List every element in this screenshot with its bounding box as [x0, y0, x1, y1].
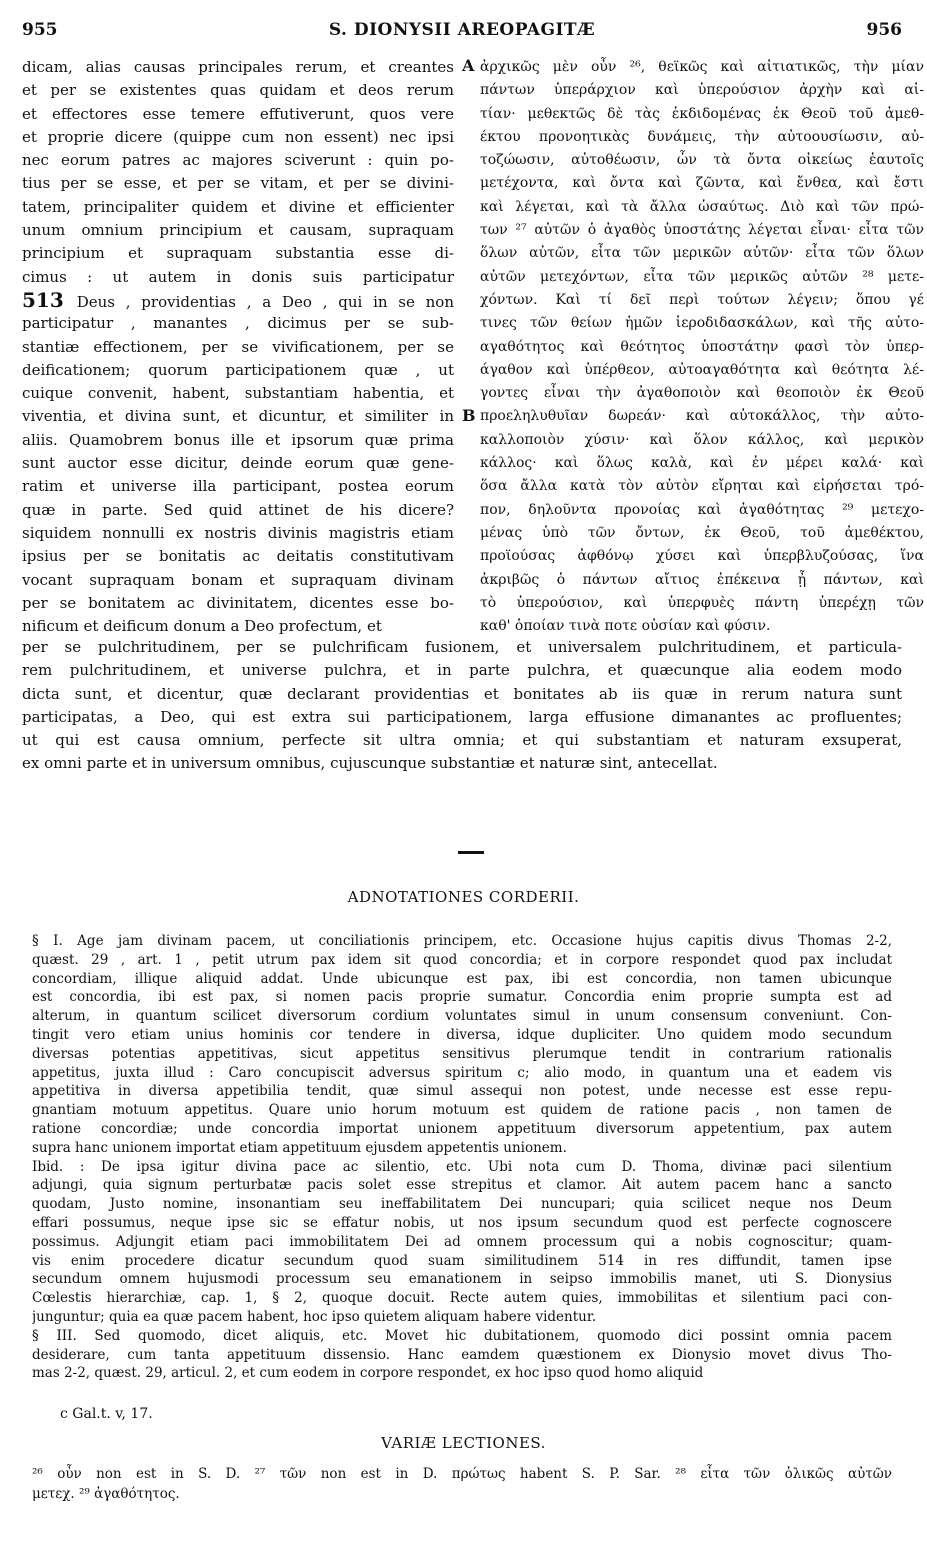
greek-line: άγαθον καὶ ὑπέρθεον, αὐτοαγαθότητα καὶ θεότητα λέ-	[480, 361, 924, 378]
footnote-c: c Gal.t. v, 17.	[60, 1406, 153, 1422]
latin-line: ratim et universe illa participant, postea eorum	[22, 477, 454, 496]
section-rule	[458, 851, 484, 854]
latin-line: 513 Deus , providentias , a Deo , qui in se non	[22, 288, 454, 312]
notes-line: appetitiva in diversa appetibilia tendit, quæ simul assequi non potest, unde necesse est esse repu-	[32, 1083, 892, 1100]
marker-a: A	[462, 56, 475, 75]
greek-line: μετέχοντα, καὶ ὄντα καὶ ζῶντα, καὶ ἔνθεα, καὶ ἔστι	[480, 175, 924, 192]
greek-line: γοντες εἶναι τὴν ἀγαθοποιὸν καὶ θεοποιὸν ἐκ Θεοῦ	[480, 385, 924, 402]
notes-line: concordiam, illique aliquid addat. Unde ubicunque est pax, ibi est concordia, non tamen ubicunque	[32, 970, 892, 987]
greek-line: ἀρχικῶς μὲν οὖν ²⁶, θεϊκῶς καὶ αἰτιατικῶς, τὴν μίαν	[480, 59, 924, 75]
greek-line: κάλλος· καὶ ὅλως καλὰ, καὶ ἐν μέρει καλά· καὶ	[480, 455, 924, 472]
notes-line: ratione concordiæ; unde concordia importat unionem appetituum diversorum appetentium, pax autem	[32, 1120, 892, 1137]
greek-line: αὐτῶν μετεχόντων, εἶτα τῶν μερικῶς αὐτῶν ²⁸ μετε-	[480, 268, 924, 285]
notes-line: tingit vero etiam unius hominis cor tendere in diversa, idque dupliciter. Uno quidem modo secundum	[32, 1026, 892, 1043]
greek-line: προϊούσας ἀφθόνῳ χύσει καὶ ὑπερβλυζούσας, ἵνα	[480, 548, 924, 565]
greek-line: ὅλων αὐτῶν, εἶτα τῶν μερικῶν αὐτῶν· εἶτα τῶν ὅλων	[480, 245, 924, 262]
greek-line: καλλοποιὸν χύσιν· καὶ ὅλον κάλλος, καὶ μερικὸν	[480, 431, 924, 448]
greek-line: τοζώωσιν, αὐτοθέωσιν, ὧν τὰ ὄντα οἰκείως ἑαυτοῖς	[480, 152, 924, 169]
greek-line: ἀκριβῶς ὁ πάντων αἴτιος ἐπέκεινα ᾖ πάντων, καὶ	[480, 571, 924, 588]
latin-line: participatur , manantes , dicimus per se sub-	[22, 314, 454, 333]
notes-line: gnantiam motuum appetitus. Quare unio horum motuum est quidem de ratione pacis , non tamen de	[32, 1102, 892, 1119]
greek-column	[480, 56, 924, 638]
greek-line: καὶ λέγεται, καὶ τὰ ἄλλα ὡσαύτως. Διὸ καὶ τῶν πρώ-	[480, 198, 924, 215]
latin-line: et proprie dicere (quippe cum non essent) nec ipsi	[22, 127, 454, 146]
latin-line: unum omnium principium et causam, supraquam	[22, 221, 454, 240]
greek-line: καθ' ὁποίαν τινὰ ποτε οὐσίαν καὶ φύσιν.	[480, 618, 771, 635]
latin-line: vocant supraquam bonam et supraquam divinam	[22, 570, 454, 589]
greek-line: τίαν· μεθεκτῶς δὲ τὰς ἐκδιδομένας ἐκ Θεοῦ τοῦ ἀμεθ-	[480, 105, 924, 122]
latin-line: cuique convenit, habent, substantiam habentia, et	[22, 384, 454, 403]
full-line: rem pulchritudinem, et universe pulchra, et in parte pulchra, et quæcunque alia eodem modo	[22, 661, 902, 680]
latin-line: dicam, alias causas principales rerum, et creantes	[22, 58, 454, 76]
notes-line: Cœlestis hierarchiæ, cap. 1, § 2, quoque docuit. Recte autem quies, immobilitas et silentium paci con-	[32, 1290, 892, 1307]
notes-line: diversas potentias appetitivas, sicut appetitus sensitivus plerumque tendit in contrarium rationalis	[32, 1045, 892, 1062]
greek-line: αγαθότητος καὶ θεότητος ὑποστάτην φασὶ τὸν ὑπερ-	[480, 338, 924, 355]
latin-line: siquidem nonnulli ex nostris divinis magistris etiam	[22, 523, 454, 542]
latin-line: viventia, et divina sunt, et dicuntur, et similiter in	[22, 407, 454, 426]
latin-line: ipsius per se bonitatis ac deitatis constitutivam	[22, 547, 454, 566]
full-line: ex omni parte et in universum omnibus, cujuscunque substantiæ et naturæ sint, antecellat.	[22, 754, 718, 773]
full-line: participatas, a Deo, qui est extra sui participationem, larga effusione dimanantes ac profluentes;	[22, 707, 902, 726]
latin-line: tatem, principaliter quidem et divine et efficienter	[22, 197, 454, 216]
notes-line: supra hanc unionem importat etiam appetituum ejusdem appetentis unionem.	[32, 1139, 567, 1156]
notes-line: possimus. Adjungit etiam paci immobilitatem Dei ad omnem processum qui a nobis cognoscitur; quam-	[32, 1233, 892, 1250]
greek-line: έκτου προνοητικὰς δυνάμεις, τὴν αὐτοουσίωσιν, αὐ-	[480, 128, 924, 145]
variae-lectiones-body	[32, 1464, 892, 1504]
notes-line: mas 2-2, quæst. 29, articul. 2, et cum eodem in corpore respondet, ex hoc ipso quod homo aliquid	[32, 1365, 704, 1382]
notes-line: junguntur; quia ea quæ pacem habent, hoc ipso quietem aliquam habere videntur.	[32, 1308, 597, 1325]
latin-line: aliis. Quamobrem bonus ille et ipsorum quæ prima	[22, 430, 454, 449]
notes-line: Ibid. : De ipsa igitur divina pace ac silentio, etc. Ubi nota cum D. Thoma, divinæ paci silentium	[32, 1158, 892, 1175]
notes-line: vis enim procedere dicatur secundum quod suam similitudinem 514 in res diffundit, tamen ipse	[32, 1252, 892, 1269]
greek-line: προεληλυθυῖαν δωρεάν· καὶ αὐτοκάλλος, τὴν αὐτο-	[480, 408, 924, 425]
notes-line: effari possumus, neque ipse sic se effatur nobis, ut nos ipsum secundum quod est perfecte cognoscere	[32, 1214, 892, 1231]
latin-line: cimus : ut autem in donis suis participatur	[22, 267, 454, 286]
var-line: ²⁶ οὖν non est in S. D. ²⁷ τῶν non est in D. πρώτως habent S. P. Sar. ²⁸ εἶτα τῶν ὁλικῶς αὐτῶν	[32, 1466, 892, 1482]
latin-line: principium et supraquam substantia esse di-	[22, 244, 454, 263]
latin-line: tius per se esse, et per se vitam, et per se divini-	[22, 174, 454, 193]
full-line: ut qui est causa omnium, perfecte sit ultra omnia; et qui substantiam et naturam exsuperat,	[22, 731, 902, 750]
latin-line: deificationem; quorum participationem quæ , ut	[22, 360, 454, 379]
notes-line: desiderare, cum tanta appetituum dissensio. Hanc eamdem quæstionem ex Dionysio movet divus Tho-	[32, 1346, 892, 1363]
greek-line: πάντων ὑπεράρχιον καὶ ὑπερούσιον ἀρχὴν καὶ αἰ-	[480, 82, 924, 99]
latin-line: et effectores esse temere effutiverunt, quos vere	[22, 104, 454, 123]
latin-line: quæ in parte. Sed quid attinet de his dicere?	[22, 500, 454, 519]
greek-line: τὸ ὑπερούσιον, καὶ ὑπερφυὲς πάντη ὑπερέχῃ τῶν	[480, 594, 924, 611]
page-number-left: 955	[22, 20, 58, 40]
variae-lectiones-heading: VARIÆ LECTIONES.	[381, 1434, 546, 1452]
page-number-right: 956	[866, 20, 902, 40]
notes-line: est concordia, ibi est pax, si nomen pacis proprie sumatur. Concordia enim proprie sumpta est ad	[32, 989, 892, 1006]
greek-line: των ²⁷ αὐτῶν ὁ ἀγαθὸς ὑποστάτης λέγεται εἶναι· εἶτα τῶν	[480, 222, 924, 239]
latin-line: per se bonitatem ac divinitatem, dicentes esse bo-	[22, 593, 454, 612]
latin-line: stantiæ effectionem, per se vivificationem, per se	[22, 337, 454, 356]
notes-line: quæst. 29 , art. 1 , petit utrum pax idem sit quod concordia; et in corpore respondet quod pax includat	[32, 951, 892, 968]
full-line: dicta sunt, et dicentur, quæ declarant providentias et bonitates ab iis quæ in rerum natura sunt	[22, 684, 902, 703]
full-width-latin	[22, 636, 902, 776]
var-line: μετεχ. ²⁹ ἀγαθότητος.	[32, 1486, 180, 1502]
marker-b: B	[462, 406, 476, 425]
margin-number-513: 513	[22, 288, 77, 312]
full-line: per se pulchritudinem, per se pulchrificam fusionem, et universalem pulchritudinem, et particula-	[22, 638, 902, 656]
latin-line: et per se existentes quas quidam et deos rerum	[22, 81, 454, 100]
notes-line: quodam, Justo nomine, insonantiam seu ineffabilitatem Dei nuncupari; quia scilicet neque nos Deum	[32, 1196, 892, 1213]
latin-line: sunt auctor esse dicitur, deinde eorum quæ gene-	[22, 454, 454, 473]
notes-line: § I. Age jam divinam pacem, ut conciliationis principem, etc. Occasione hujus capitis divus Thomas 2-2,	[32, 933, 892, 949]
page-header	[22, 20, 902, 50]
greek-line: τινες τῶν θείων ἡμῶν ἱεροδιδασκάλων, καὶ τῆς αὐτο-	[480, 315, 924, 332]
greek-line: πον, δηλοῦντα προνοίας καὶ ἀγαθότητας ²⁹ μετεχο-	[480, 501, 924, 518]
notes-line: adjungi, quia signum perturbatæ pacis solet esse strepitus et clamor. Ait autem pacem hanc a sancto	[32, 1177, 892, 1194]
latin-line: nec eorum patres ac majores sciverunt : quin po-	[22, 151, 454, 170]
notes-line: § III. Sed quomodo, dicet aliquis, etc. Movet hic dubitationem, quomodo dici possint omnia pacem	[32, 1327, 892, 1344]
greek-line: μένας ὑπὸ τῶν ὄντων, ἐκ Θεοῦ, τοῦ ἀμεθέκτου,	[480, 524, 924, 541]
notes-line: appetitus, juxta illud : Caro concupiscit adversus spiritum c; alio modo, in quantum una et eadem vis	[32, 1064, 892, 1081]
notes-line: secundum omnem hujusmodi processum seu emanationem in seipso immobilis manet, uti S. Dionysius	[32, 1271, 892, 1288]
latin-column	[22, 56, 454, 638]
annotations-body	[32, 932, 892, 1383]
notes-line: alterum, in quantum scilicet diversorum cordium voluntates simul in unum consensum conveniunt. Con-	[32, 1008, 892, 1025]
latin-line: nificum et deificum donum a Deo profectum, et	[22, 617, 382, 636]
annotations-heading: ADNOTATIONES CORDERII.	[347, 888, 580, 906]
running-title: S. DIONYSII AREOPAGITÆ	[328, 20, 596, 40]
greek-line: ὅσα ἄλλα κατὰ τὸν αὐτὸν εἴρηται καὶ εἰρήσεται τρό-	[480, 478, 924, 495]
greek-line: χόντων. Καὶ τί δεῖ περὶ τούτων λέγειν; ὅπου γέ	[480, 291, 924, 308]
